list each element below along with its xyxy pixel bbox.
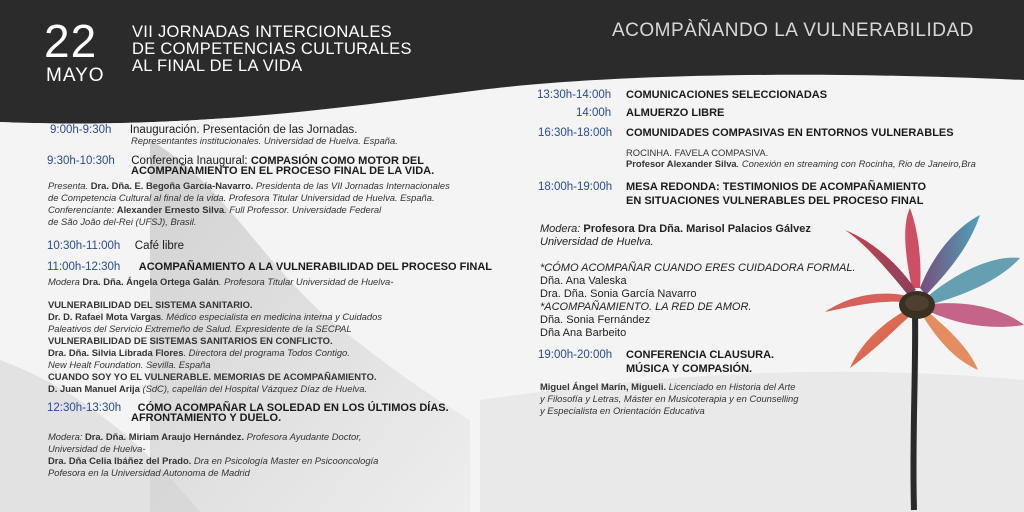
session-detail: de São João del-Rei (UFSJ), Brasil. xyxy=(48,216,197,227)
session-speaker xyxy=(48,455,378,466)
label: Modera xyxy=(48,276,83,287)
session-title: CONFERENCIA CLAUSURA. xyxy=(626,349,775,361)
talk-speaker xyxy=(626,158,976,169)
session-title: COMPASIÓN COMO MOTOR DEL xyxy=(250,155,424,167)
talk-title: CUANDO SOY YO EL VULNERABLE. MEMORIAS DE ACOMPAÑAMIENTO. xyxy=(48,371,377,382)
session-title-cont: AFRONTAMIENTO Y DUELO. xyxy=(131,412,282,424)
person-name: Dra. Dña. Miriam Araujo Hernández. xyxy=(85,431,245,442)
session-detail: de Competencia Cultural al final de la vida. Profesora Titular Universidad de Huelva. España. xyxy=(48,192,435,203)
session-time: 16:30h-18:00h xyxy=(538,127,613,139)
session-moderator xyxy=(540,223,811,235)
session-detail: y Filosofía y Letras, Máster en Musicoterapia y en Counselling xyxy=(540,393,799,404)
person-name: Dra. Dña. Sonia García Navarro xyxy=(540,288,697,300)
session-presenter xyxy=(48,180,450,191)
event-title-line: VII JORNADAS INTERCIONALES xyxy=(132,23,392,41)
session-vulnerability xyxy=(47,257,492,275)
session-title: COMUNIDADES COMPASIVAS EN ENTORNOS VULNERABLES xyxy=(626,127,954,139)
session-title-prefix: Conferencia Inaugural: xyxy=(131,155,251,167)
session-title-cont: EN SITUACIONES VULNERABLES DEL PROCESO FINAL xyxy=(626,195,924,207)
detail: . Conexión en streaming con Rocinha, Rio de Janeiro,Bra xyxy=(736,158,976,169)
detail: Profesora Ayudante Doctor, xyxy=(244,431,362,442)
session-title: ACOMPAÑAMIENTO A LA VULNERABILIDAD DEL PROCESO FINAL xyxy=(138,261,493,273)
label: Presenta. xyxy=(48,180,91,191)
detail: (SdC), capellán del Hospital Vázquez Díaz de Huelva. xyxy=(139,383,368,394)
talk-title: *CÓMO ACOMPAÑAR CUANDO ERES CUIDADORA FORMAL. xyxy=(540,262,856,274)
session-title: ALMUERZO LIBRE xyxy=(626,107,725,119)
person-name: D. Juan Manuel Arija xyxy=(48,383,140,394)
session-time: 9:30h-10:30h xyxy=(47,155,115,167)
session-speaker xyxy=(48,204,381,215)
talk-title: *ACOMPAÑAMIENTO. LA RED DE AMOR. xyxy=(540,301,752,313)
date-day: 22 xyxy=(44,15,98,67)
session-detail: Universidad de Huelva. xyxy=(540,236,654,248)
person-name: Dra. Dña. E. Begoña García-Navarro. xyxy=(90,180,254,191)
person-name: Profesor Alexander Silva xyxy=(626,158,737,169)
session-time: 18:00h-19:00h xyxy=(538,181,613,193)
detail: . Médico especialista en medicina interna y Cuidados xyxy=(161,311,383,322)
label: Conferenciante: xyxy=(48,204,117,215)
session-detail: y Especialista en Orientación Educativa xyxy=(540,405,705,416)
session-title: Café libre xyxy=(134,240,184,252)
person-name: Alexander Ernesto Silva xyxy=(116,204,225,215)
session-subtitle: Representantes institucionales. Universidad de Huelva. España. xyxy=(131,135,398,146)
person-name: Dña. Sonia Fernández xyxy=(540,314,651,326)
detail: Dra en Psicología Master en Psicooncología xyxy=(191,455,379,466)
person-name: Miguel Ángel Marín, Migueli. xyxy=(540,381,667,392)
label: Modera: xyxy=(48,431,85,442)
session-time: 11:00h-12:30h xyxy=(47,261,121,273)
detail: Licenciado en Historia del Arte xyxy=(666,381,796,392)
talk-speaker xyxy=(540,381,795,392)
person-name: Dña. Ana Valeska xyxy=(540,275,627,287)
session-time: 13:30h-14:00h xyxy=(537,89,612,101)
detail: Presidenta de las VII Jornadas Internacionales xyxy=(253,180,450,191)
session-moderator xyxy=(48,431,361,442)
talk-speaker xyxy=(48,383,367,394)
session-title: Inauguración. Presentación de las Jornadas. xyxy=(129,124,358,136)
talk-speaker xyxy=(48,347,350,358)
event-title-line: AL FINAL DE LA VIDA xyxy=(132,57,303,75)
session-detail: Universidad de Huelva- xyxy=(48,443,146,454)
event-title-line: DE COMPETENCIAS CULTURALES xyxy=(132,40,412,58)
person-name: Dra. Dña. Silvia Librada Flores xyxy=(48,347,184,358)
session-time: 12:30h-13:30h xyxy=(47,402,122,414)
flower-illustration xyxy=(820,200,1024,512)
person-name: Dra. Dña Celia Ibáñez del Prado. xyxy=(48,455,192,466)
date-month: MAYO xyxy=(46,65,105,86)
session-detail: Pofesora en la Universidad Autonoma de Madrid xyxy=(48,467,250,478)
talk-title: VULNERABILIDAD DE SISTEMAS SANITARIOS EN CONFLICTO. xyxy=(48,335,333,346)
tagline: ACOMPÀÑANDO LA VULNERABILIDAD xyxy=(612,20,974,41)
person-name: Dña Ana Barbeito xyxy=(540,327,627,339)
session-time: 9:00h-9:30h xyxy=(50,124,112,136)
talk-detail: Paleativos del Servicio Extremeño de Salud. Expresidente de la SECPAL xyxy=(48,323,352,334)
detail: . Full Professor. Universidade Federal xyxy=(224,204,382,215)
detail: . Directora del programa Todos Contigo. xyxy=(183,347,350,358)
person-name: Profesora Dra Dña. Marisol Palacios Gálvez xyxy=(583,223,811,235)
talk-detail: New Healt Foundation. Sevilla. España xyxy=(48,359,211,370)
session-title-cont: ACOMPAÑAMIENTO EN EL PROCESO FINAL DE LA VIDA. xyxy=(131,165,435,177)
talk-title: VULNERABILIDAD DEL SISTEMA SANITARIO. xyxy=(48,299,253,310)
session-time: 14:00h xyxy=(576,107,612,119)
session-title-cont: MÚSICA Y COMPASIÓN. xyxy=(626,363,753,375)
person-name: Dr. D. Rafael Mota Vargas xyxy=(48,311,162,322)
talk-speaker xyxy=(48,311,382,322)
label: Modera: xyxy=(540,223,584,235)
session-title: MESA REDONDA: TESTIMONIOS DE ACOMPAÑAMIENTO xyxy=(626,181,927,193)
session-title: CÓMO ACOMPAÑAR LA SOLEDAD EN LOS ÚLTIMOS DÍAS. xyxy=(137,402,449,414)
detail: . Profesora Titular Universidad de Huelva- xyxy=(218,276,394,287)
session-time: 10:30h-11:00h xyxy=(47,240,121,252)
session-coffee xyxy=(47,236,184,254)
event-title xyxy=(132,24,412,75)
person-name: Dra. Dña. Ángela Ortega Galán xyxy=(82,276,219,287)
session-title: COMUNICACIONES SELECCIONADAS xyxy=(626,89,828,101)
session-moderator xyxy=(48,276,393,287)
talk-title: ROCINHA. FAVELA COMPASIVA. xyxy=(626,147,769,158)
session-time: 19:00h-20:00h xyxy=(538,349,613,361)
